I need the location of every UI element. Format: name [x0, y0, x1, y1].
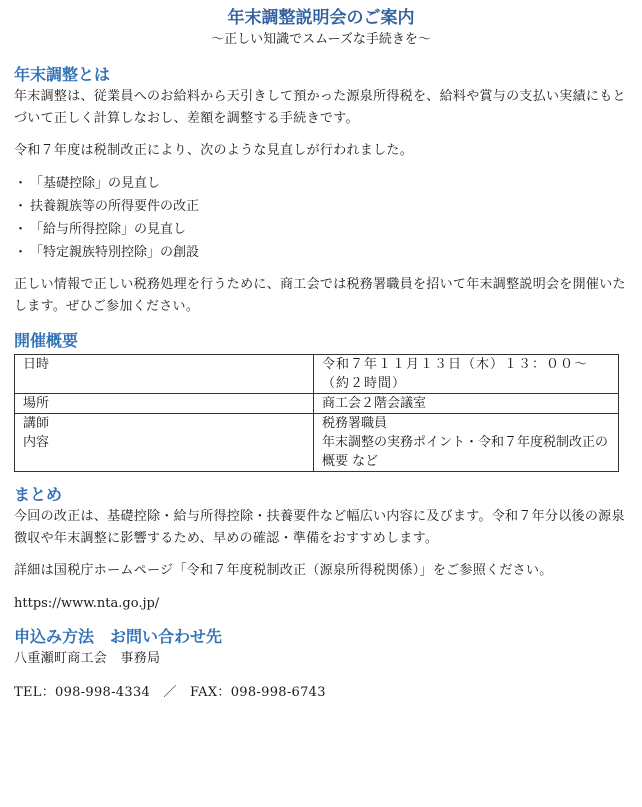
page-subtitle: ～正しい知識でスムーズな手続きを～ [211, 32, 431, 47]
table-key-place: 場所 [15, 394, 314, 414]
table-key-speaker: 講師 [23, 416, 50, 431]
section-heading-contact: 申込み方法 お問い合わせ先 [14, 627, 223, 646]
list-item: ・ 扶養親族等の所得要件の改正 [14, 199, 200, 214]
table-value-content: 年末調整の実務ポイント・令和７年度税制改正の概要 など [322, 435, 609, 469]
summary-paragraph-2: 詳細は国税庁ホームページ「令和７年度税制改正（源泉所得税関係）」をご参照ください。 [14, 563, 553, 578]
event-overview-table [14, 354, 619, 472]
table-row [15, 394, 619, 414]
table-key-datetime: 日時 [15, 355, 314, 394]
table-key-speaker-content [15, 414, 314, 472]
contact-organization: 八重瀬町商工会 事務局 [14, 651, 161, 666]
document-page [14, 6, 628, 704]
list-item: ・ 「基礎控除」の見直し [14, 176, 161, 191]
table-value-speaker-content [314, 414, 619, 472]
table-row [15, 414, 619, 472]
table-value-place: 商工会２階会議室 [314, 394, 619, 414]
list-item: ・ 「特定親族特別控除」の創設 [14, 245, 200, 260]
section-heading-year-end: 年末調整とは [14, 65, 111, 84]
table-row [15, 355, 619, 394]
section1-paragraph-3: 正しい情報で正しい税務処理を行うために、商工会では税務署職員を招いて年末調整説明会を開催いたします。ぜひご参加ください。 [14, 277, 626, 314]
list-item: ・ 「給与所得控除」の見直し [14, 222, 187, 237]
table-value-datetime: 令和７年１１月１３日（木）１３：００～（約２時間） [314, 355, 619, 394]
contact-phone-fax: TEL：098-998-4334 ／ FAX：098-998-6743 [14, 685, 326, 700]
section1-paragraph-2: 令和７年度は税制改正により、次のような見直しが行われました。 [14, 143, 414, 158]
table-value-speaker: 税務署職員 [322, 416, 388, 431]
section1-paragraph-1: 年末調整は、従業員へのお給料から天引きして預かった源泉所得税を、給料や賞与の支払い実績にもとづいて正しく計算しなおし、差額を調整する手続きです。 [14, 89, 626, 126]
section-heading-summary: まとめ [14, 485, 63, 504]
revision-list [14, 172, 628, 264]
summary-paragraph-1: 今回の改正は、基礎控除・給与所得控除・扶養要件など幅広い内容に及びます。令和７年分以後の源泉徴収や年末調整に影響するため、早めの確認・準備をおすすめします。 [14, 509, 625, 546]
page-title: 年末調整説明会のご案内 [227, 8, 415, 28]
table-key-content: 内容 [23, 435, 50, 450]
section-heading-overview: 開催概要 [14, 331, 79, 350]
nta-url-link[interactable]: https://www.nta.go.jp/ [14, 596, 160, 611]
